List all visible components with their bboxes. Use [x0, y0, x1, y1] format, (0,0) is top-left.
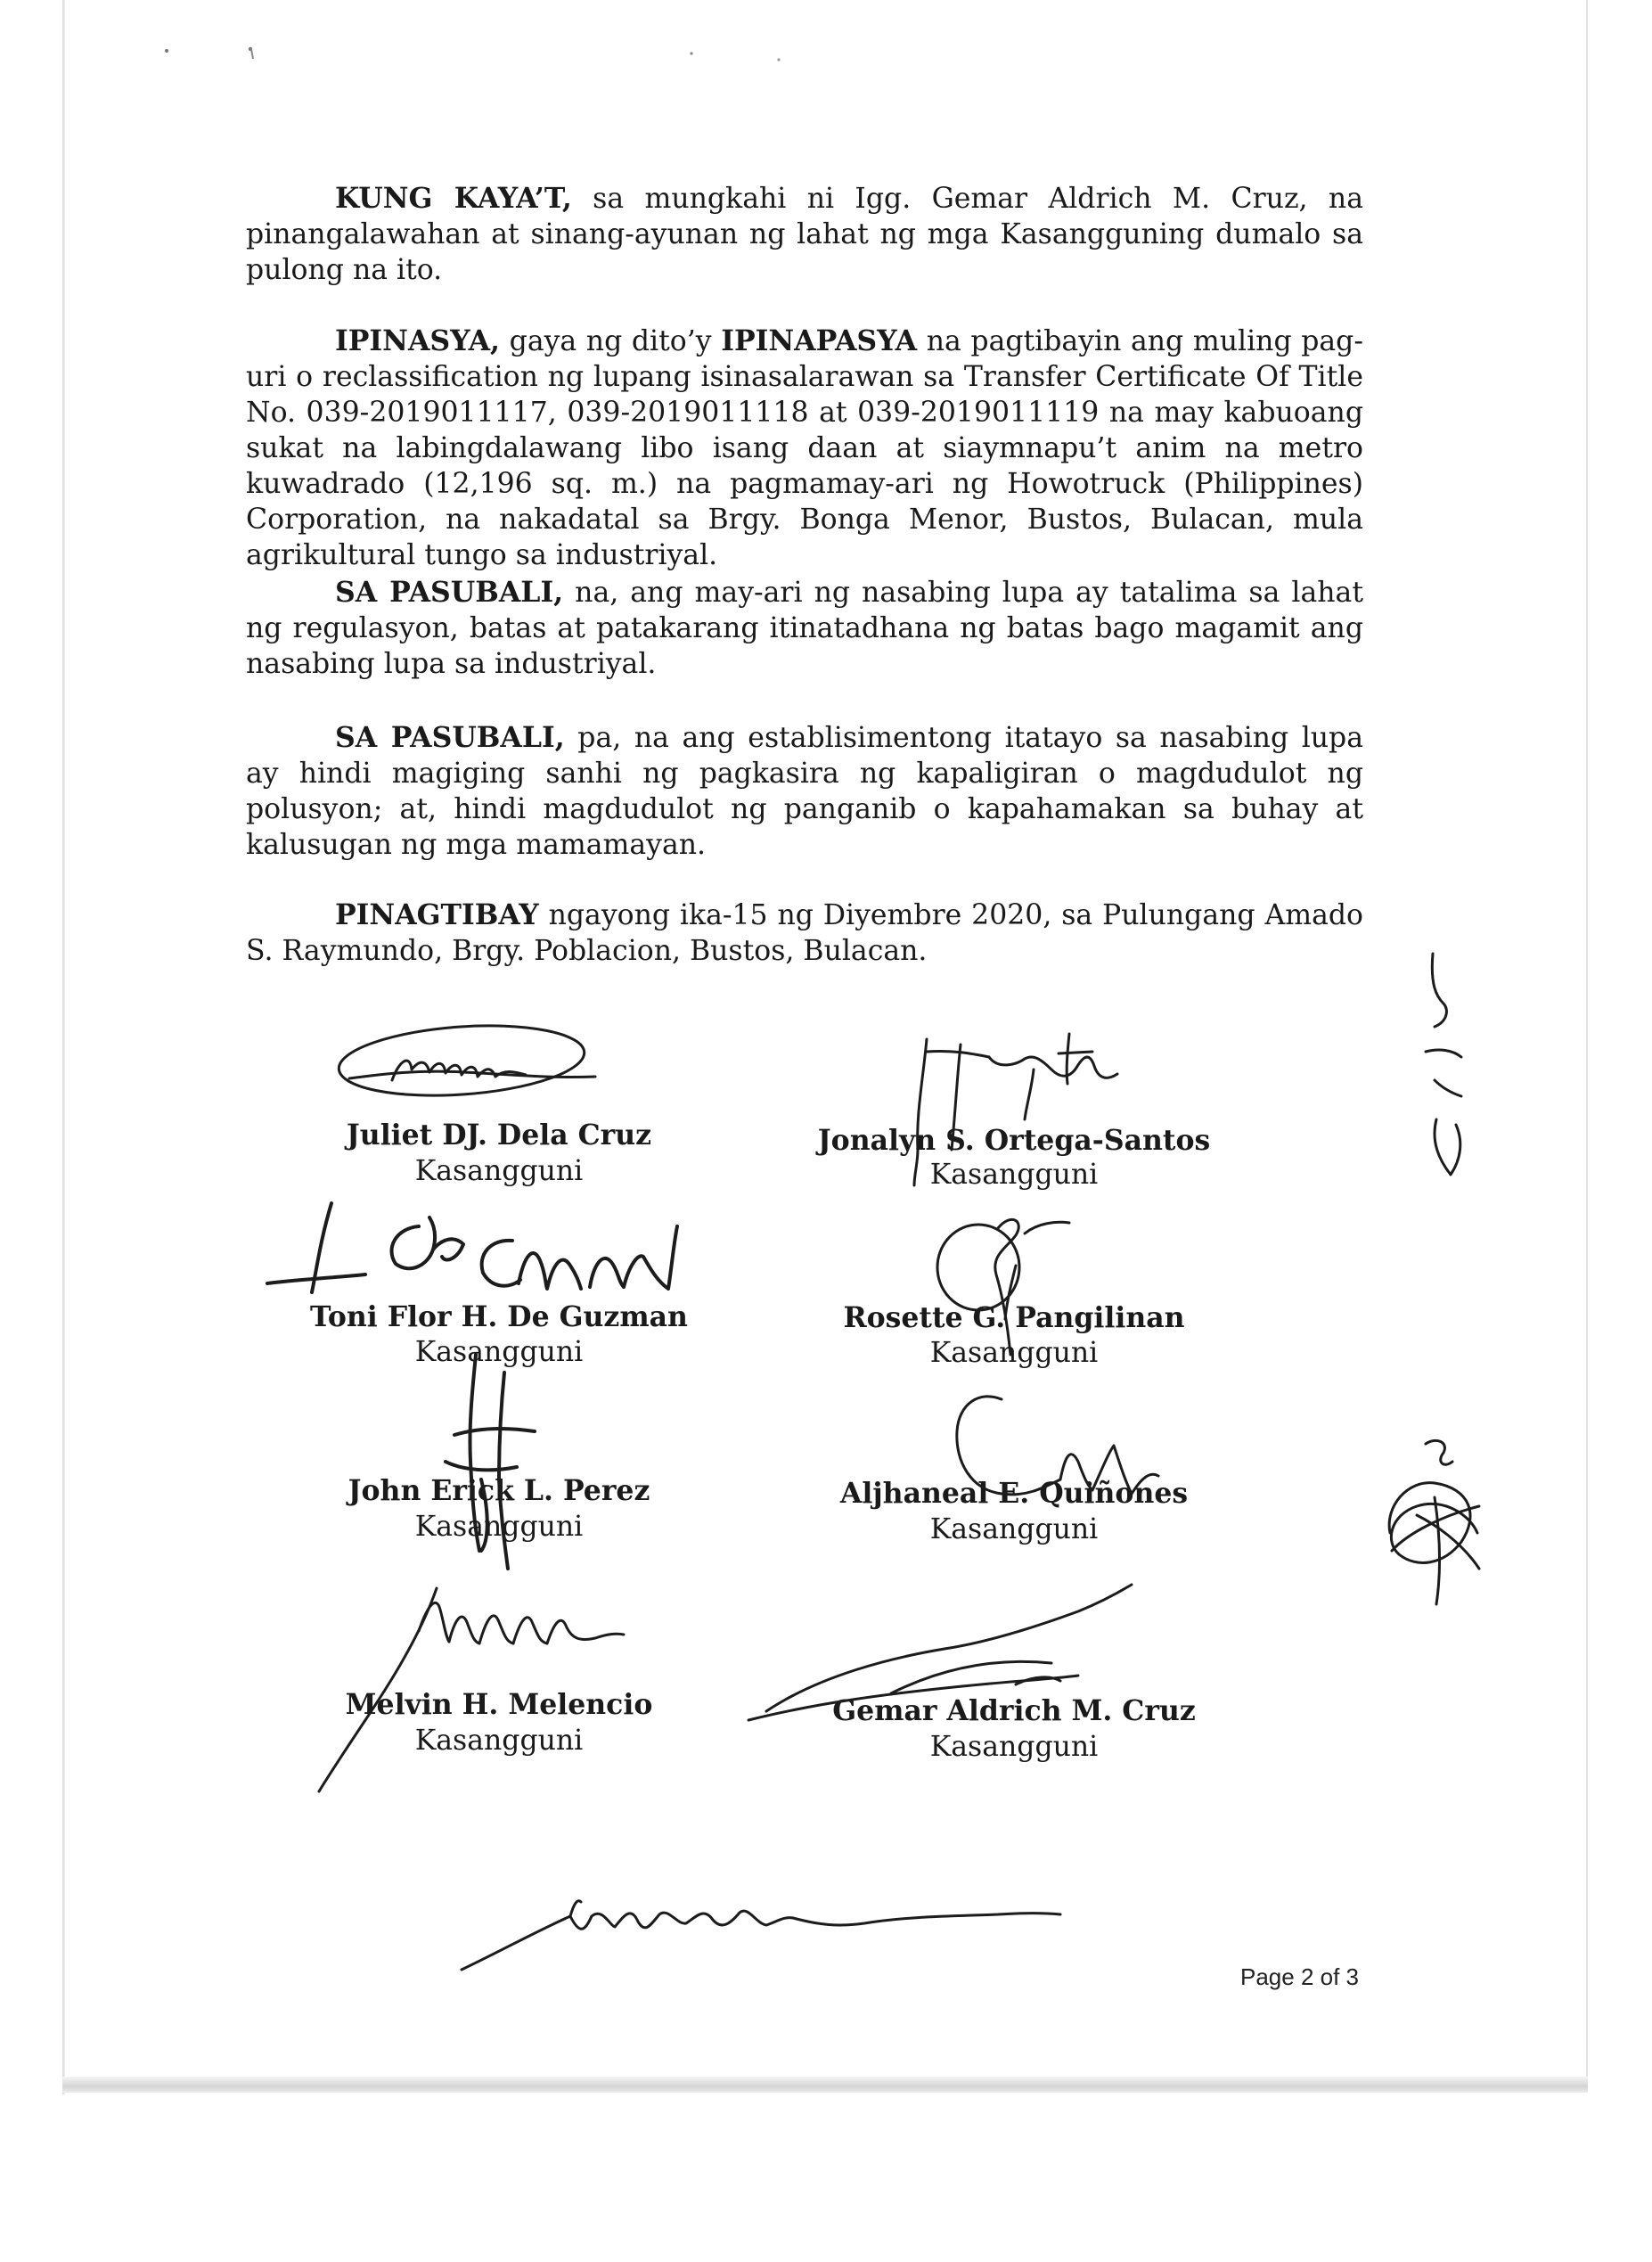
- scan-specks: [0, 0, 1652, 107]
- signatory-title: Kasangguni: [414, 1725, 584, 1757]
- paragraph-lead: KUNG KAYA’T,: [335, 182, 572, 215]
- paragraph-lead: SA PASUBALI,: [335, 721, 565, 754]
- paragraph-text: na, ang may-ari ng nasabing lupa ay tatalima sa lahat ng regulasyon, batas at patakarang itinatadhana ng batas bago magamit ang nasabing lupa sa industriyal.: [246, 577, 1363, 680]
- signatory-title: Kasangguni: [929, 1513, 1099, 1545]
- resolution-paragraph-proviso-2: [246, 720, 1363, 863]
- resolution-paragraph-moved: [246, 181, 1363, 288]
- signatory-name: John Erick L. Perez: [348, 1474, 650, 1507]
- paragraph-text: pa, na ang establisimentong itatayo sa nasabing lupa ay hindi magiging sanhi ng pagkasira ng kapaligiran o magdudulot ng polusyon; at, hindi magdudulot ng panganib o kapahamakan sa buhay at kalusugan ng mga mamamayan.: [246, 722, 1363, 861]
- scan-page-edge-right: [1586, 0, 1588, 2090]
- paragraph-lead: PINAGTIBAY: [335, 898, 539, 931]
- signatory-name: Aljhaneal E. Quiñones: [839, 1477, 1189, 1510]
- signatory-name: Melvin H. Melencio: [345, 1688, 653, 1721]
- paragraph-text: ngayong ika-15 ng Diyembre 2020, sa Pulungang Amado S. Raymundo, Brgy. Poblacion, Bustos, Bulacan.: [246, 899, 1363, 967]
- page-number: Page 2 of 3: [1240, 1963, 1359, 1990]
- signature-mark: [1389, 1440, 1479, 1604]
- paragraph-text: na pagtibayin ang muling pag-uri o reclassification ng lupang isinasalarawan sa Transfer Certificate Of Title No. 039-2019011117, 039-2019011118 at 039-2019011119 na may kabuoang sukat na labingdalawang libo isang daan at siaymnapu’t anim na metro kuwadrado (12,196 sq. m.) na pagmamay-ari ng Howotruck (Philippines) Corporation, na nakadatal sa Brgy. Bonga Menor, Bustos, Bulacan, mula agrikultural tungo sa industriyal.: [246, 325, 1363, 571]
- scan-page-edge-left: [62, 0, 65, 2094]
- signature-mark: [1426, 954, 1461, 1175]
- resolution-paragraph-proviso-1: [246, 575, 1363, 682]
- signatory-title: Kasangguni: [929, 1337, 1099, 1369]
- signatory-name: Gemar Aldrich M. Cruz: [832, 1694, 1196, 1727]
- paragraph-emphasis: IPINAPASYA: [721, 324, 918, 357]
- signatory-title: Kasangguni: [414, 1336, 584, 1368]
- scan-page-edge-bottom: [62, 2077, 1588, 2093]
- signatory-title: Kasangguni: [414, 1511, 584, 1543]
- signatory-name: Toni Flor H. De Guzman: [310, 1300, 688, 1333]
- signature-mark: [462, 1901, 1060, 1970]
- signatory-title: Kasangguni: [414, 1155, 584, 1187]
- signatory-title: Kasangguni: [929, 1731, 1099, 1763]
- signature-mark: [267, 1203, 677, 1292]
- signatory-name: Juliet DJ. Dela Cruz: [346, 1119, 652, 1151]
- paragraph-text: sa mungkahi ni Igg. Gemar Aldrich M. Cruz, na pinangalawahan at sinang-ayunan ng lahat ng mga Kasangguning dumalo sa pulong na ito.: [246, 183, 1364, 286]
- paragraph-lead: IPINASYA,: [335, 324, 501, 357]
- signatory-name: Jonalyn S. Ortega-Santos: [817, 1124, 1211, 1157]
- signature-mark: [337, 1018, 595, 1102]
- signatory-name: Rosette G. Pangilinan: [843, 1301, 1185, 1334]
- signatory-title: Kasangguni: [929, 1159, 1099, 1191]
- resolution-paragraph-approved: [246, 897, 1363, 969]
- paragraph-text: gaya ng dito’y: [500, 325, 722, 357]
- paragraph-lead: SA PASUBALI,: [335, 576, 564, 609]
- resolution-paragraph-resolved: [246, 324, 1363, 573]
